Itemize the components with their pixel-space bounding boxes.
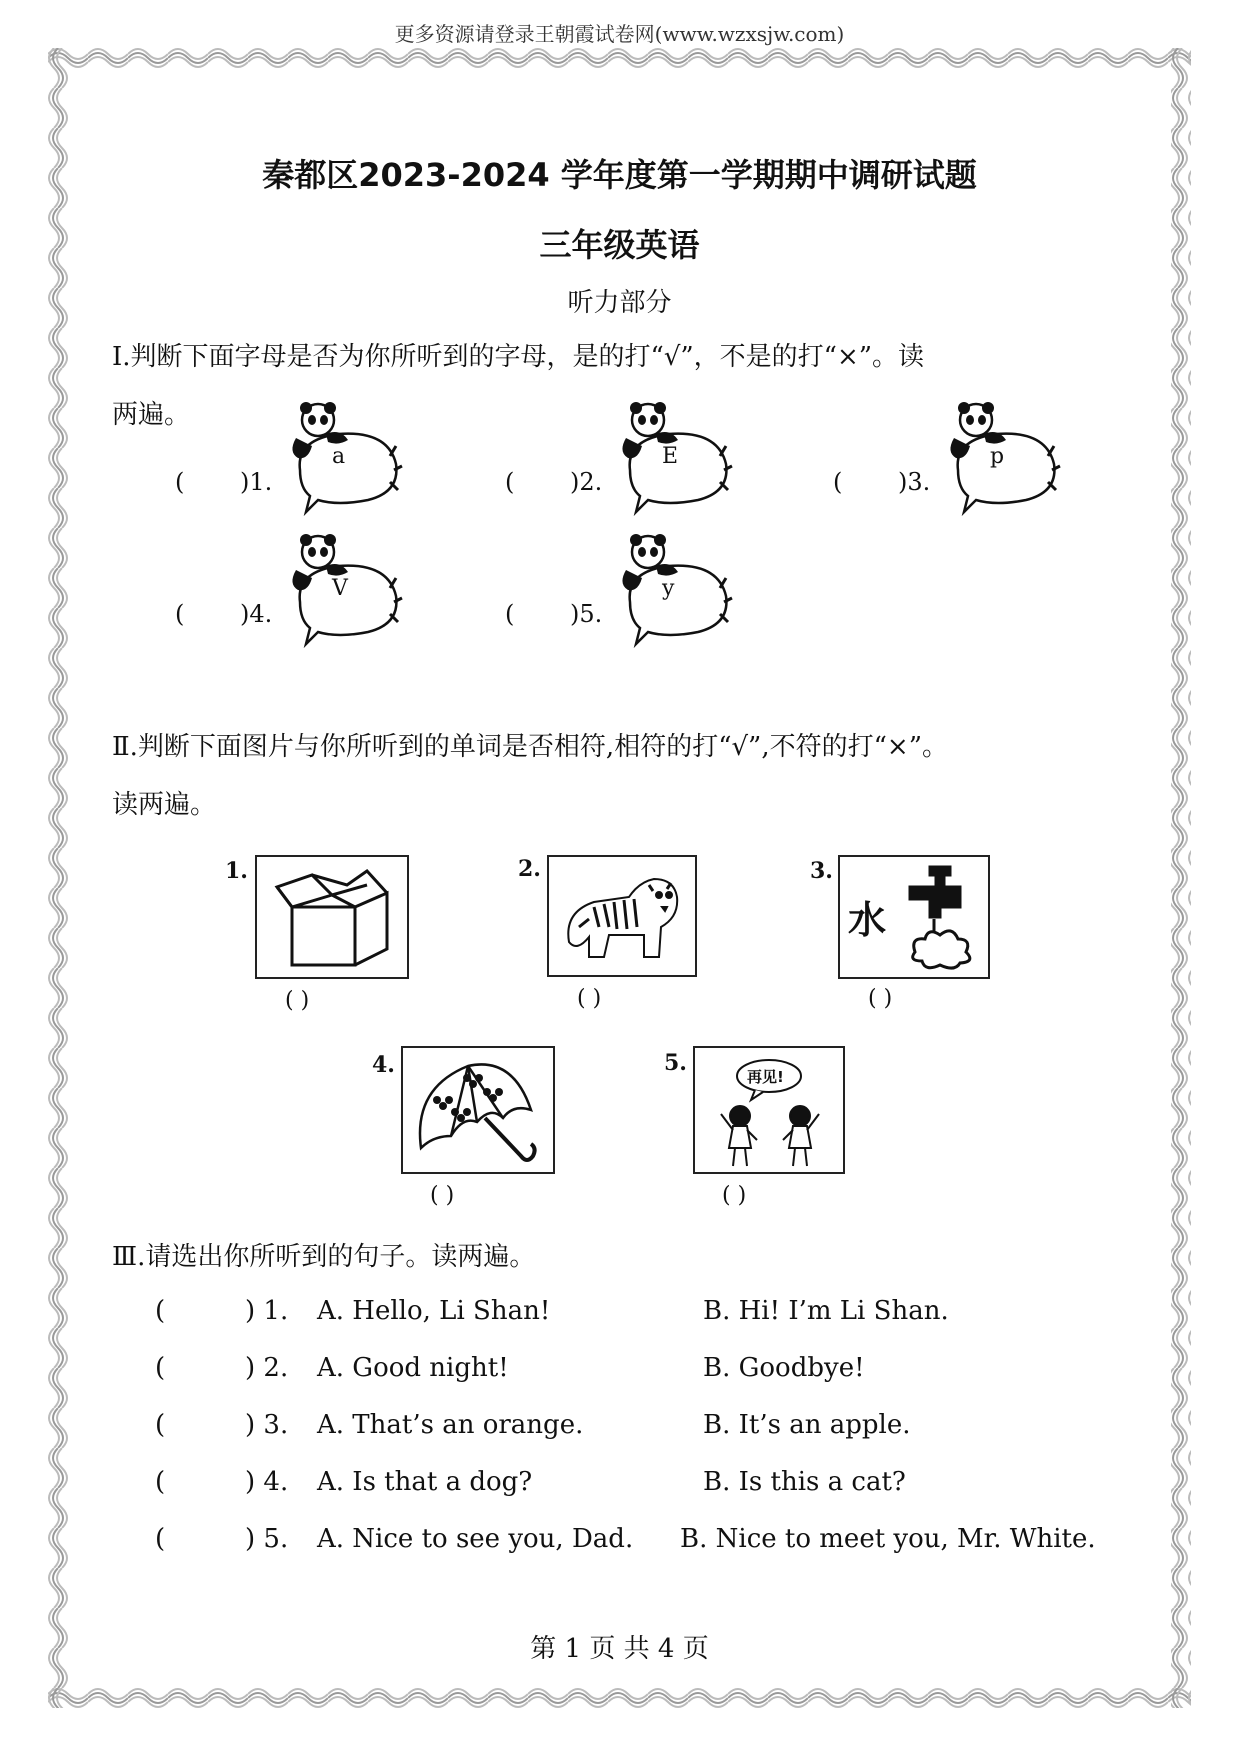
tiger-picture <box>547 855 697 977</box>
water-picture <box>838 855 990 979</box>
picture-number-1: 1. <box>225 858 248 884</box>
option-b: B. It’s an apple. <box>703 1410 911 1440</box>
option-a: A. Is that a dog? <box>317 1467 533 1497</box>
answer-paren-open[interactable]: ( <box>505 600 515 628</box>
question-row <box>155 1296 1135 1336</box>
picture-number-3: 3. <box>810 858 833 884</box>
question-number: ) 3. <box>245 1410 289 1440</box>
option-b: B. Hi! I’m Li Shan. <box>703 1296 949 1326</box>
option-a: A. Nice to see you, Dad. <box>317 1524 634 1554</box>
option-a: A. Hello, Li Shan! <box>317 1296 551 1326</box>
letter-item-2 <box>490 400 750 530</box>
answer-blank-picture-3[interactable]: ( ) <box>868 986 893 1011</box>
bubble-letter: E <box>662 444 679 469</box>
answer-paren-open[interactable]: ( <box>175 468 185 496</box>
box-icon <box>257 857 407 977</box>
exam-subject: 三年级英语 <box>539 226 700 264</box>
answer-paren-open[interactable]: ( <box>155 1467 166 1497</box>
answer-paren-open[interactable]: ( <box>833 468 843 496</box>
picture-number-2: 2. <box>518 856 541 882</box>
bubble-letter: y <box>662 576 675 601</box>
picture-number-4: 4. <box>372 1052 395 1078</box>
option-a: A. Good night! <box>317 1353 509 1383</box>
header-note: 更多资源请登录王朝霞试卷网(www.wzxsjw.com) <box>394 22 845 46</box>
answer-blank-picture-2[interactable]: ( ) <box>577 986 602 1011</box>
question-row <box>155 1353 1135 1393</box>
question-number: ) 2. <box>245 1353 289 1383</box>
umbrella-icon <box>403 1048 553 1172</box>
bubble-letter: V <box>332 576 348 601</box>
question-number: ) 4. <box>245 1467 289 1497</box>
box-picture <box>255 855 409 979</box>
item-number: )3. <box>898 468 931 496</box>
tiger-icon <box>549 857 695 975</box>
answer-paren-open[interactable]: ( <box>175 600 185 628</box>
section1-heading-line2: 两遍。 <box>112 400 191 430</box>
question-number: ) 1. <box>245 1296 289 1326</box>
section-part-label: 听力部分 <box>567 288 672 318</box>
exam-title: 秦都区2023-2024 学年度第一学期期中调研试题 <box>262 156 977 194</box>
question-row <box>155 1524 1135 1564</box>
faucet-icon <box>900 857 988 977</box>
option-b: B. Nice to meet you, Mr. White. <box>680 1524 1096 1554</box>
question-row <box>155 1467 1135 1507</box>
answer-paren-open[interactable]: ( <box>155 1410 166 1440</box>
letter-item-1 <box>160 400 420 530</box>
question-row <box>155 1410 1135 1450</box>
section1-heading-line1: Ⅰ.判断下面字母是否为你所听到的字母，是的打“√”，不是的打“×”。读 <box>112 342 925 372</box>
bubble-letter: p <box>990 444 1005 469</box>
goodbye-text: 再见! <box>747 1068 784 1086</box>
answer-paren-open[interactable]: ( <box>155 1296 166 1326</box>
letter-item-5 <box>490 532 750 662</box>
umbrella-picture <box>401 1046 555 1174</box>
goodbye-picture <box>693 1046 845 1174</box>
answer-blank-picture-5[interactable]: ( ) <box>722 1183 747 1208</box>
option-b: B. Goodbye! <box>703 1353 865 1383</box>
item-number: )4. <box>240 600 273 628</box>
letter-item-4 <box>160 532 420 662</box>
section2-heading <box>112 718 1132 834</box>
answer-paren-open[interactable]: ( <box>155 1353 166 1383</box>
item-number: )1. <box>240 468 273 496</box>
question-number: ) 5. <box>245 1524 289 1554</box>
option-a: A. That’s an orange. <box>317 1410 584 1440</box>
water-character: 水 <box>848 898 887 942</box>
answer-blank-picture-1[interactable]: ( ) <box>285 988 310 1013</box>
picture-number-5: 5. <box>664 1050 687 1076</box>
section3-heading: Ⅲ.请选出你所听到的句子。读两遍。 <box>112 1242 536 1272</box>
item-number: )2. <box>570 468 603 496</box>
answer-blank-picture-4[interactable]: ( ) <box>430 1183 455 1208</box>
section2-heading-line1: Ⅱ.判断下面图片与你所听到的单词是否相符,相符的打“√”,不符的打“×”。 <box>112 732 948 762</box>
answer-paren-open[interactable]: ( <box>155 1524 166 1554</box>
section2-heading-line2: 读两遍。 <box>112 790 217 820</box>
answer-paren-open[interactable]: ( <box>505 468 515 496</box>
bubble-letter: a <box>332 444 346 469</box>
option-b: B. Is this a cat? <box>703 1467 906 1497</box>
letter-item-3 <box>818 400 1078 530</box>
page-footer: 第 1 页 共 4 页 <box>530 1634 709 1664</box>
item-number: )5. <box>570 600 603 628</box>
